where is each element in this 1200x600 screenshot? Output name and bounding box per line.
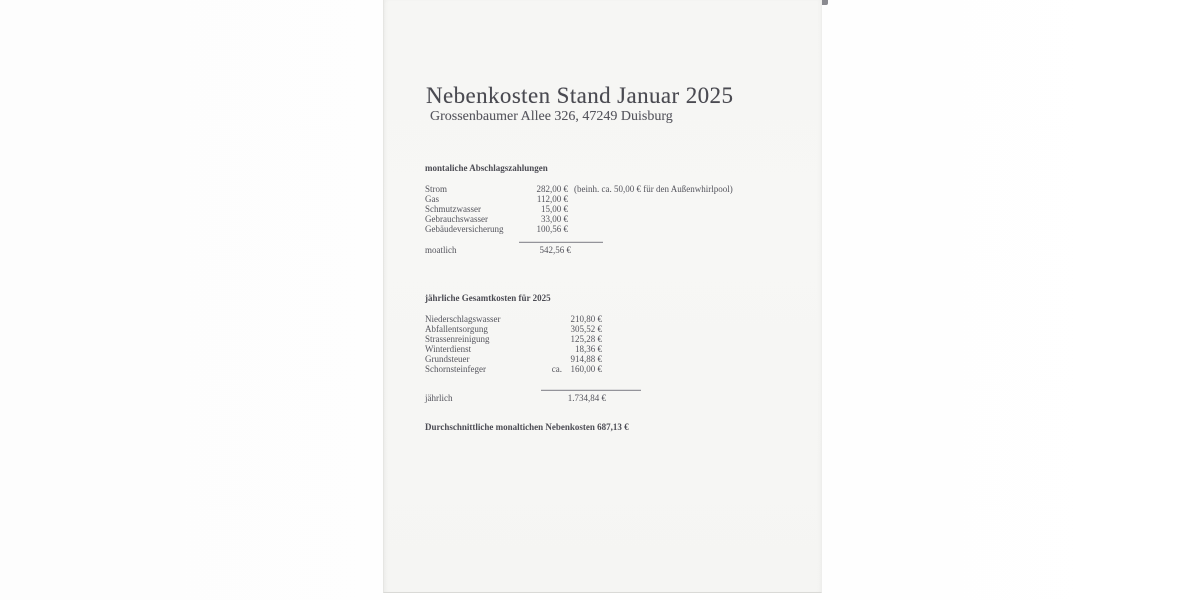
average-costs-summary: Durchschnittliche monaltichen Nebenkosten 687,13 € [425,422,629,432]
total-row [384,393,821,403]
sum-divider [519,242,603,243]
cost-label: Schmutzwasser [425,204,481,214]
total-label: jährlich [425,393,453,403]
page-subtitle: Grossenbaumer Allee 326, 47249 Duisburg [430,109,673,124]
cost-value: 282,00 € [536,184,568,194]
cost-label: Gebäudeversicherung [425,224,504,234]
cost-prefix: ca. [551,364,562,374]
cost-label: Strom [425,184,448,194]
table-row [384,194,821,204]
table-row [384,364,821,374]
cost-label: Gebrauchswasser [425,214,488,224]
cost-label: Grundsteuer [425,354,470,364]
cost-value: 305,52 € [570,324,602,334]
table-row [384,314,821,324]
cost-label: Niederschlagswasser [425,314,501,324]
cost-label: Schornsteinfeger [425,364,486,374]
cost-value: 15,00 € [541,204,568,214]
total-row [384,245,821,255]
cost-label: Gas [425,194,439,204]
page-title: Nebenkosten Stand Januar 2025 [426,83,734,108]
cost-note: (beinh. ca. 50,00 € für den Außenwhirlpool) [574,184,733,194]
table-row [384,324,821,334]
cost-value: 125,28 € [570,334,602,344]
cost-value: 18,36 € [575,344,602,354]
cost-value: 100,56 € [536,224,568,234]
table-row [384,344,821,354]
table-row [384,354,821,364]
table-row [384,204,821,214]
cost-value: 914,88 € [570,354,602,364]
yearly-section-heading: jährliche Gesamtkosten für 2025 [425,293,551,303]
table-row [384,224,821,234]
table-row [384,334,821,344]
cost-value: 112,00 € [536,194,568,204]
cost-label: Abfallentsorgung [425,324,488,334]
cost-label: Winterdienst [425,344,472,354]
table-row [384,214,821,224]
sum-divider [541,390,641,391]
table-row [384,184,821,194]
total-label: moatlich [425,245,457,255]
monthly-section-heading: montaliche Abschlagszahlungen [425,163,548,173]
cost-value: 33,00 € [541,214,568,224]
document-page [383,0,822,593]
total-value: 1.734,84 € [567,393,606,403]
total-value: 542,56 € [539,245,571,255]
cost-value: 210,80 € [570,314,602,324]
cost-label: Strassenreinigung [425,334,490,344]
cost-value: 160,00 € [570,364,602,374]
